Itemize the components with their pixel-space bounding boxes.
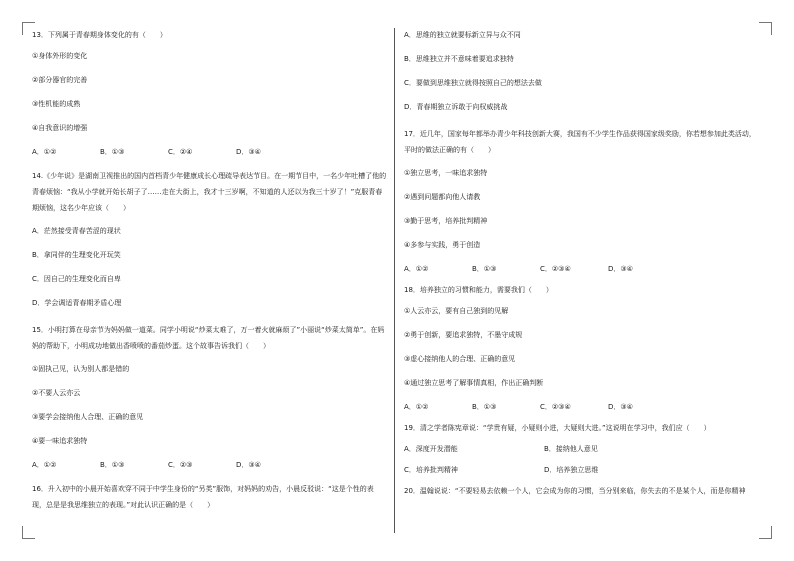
question-17: [404, 126, 759, 275]
choice-d: D．③④: [236, 461, 261, 469]
statement-1: ①身体外形的变化: [32, 52, 88, 60]
choice-c: C．②④: [168, 148, 193, 156]
choice-a: A．①②: [404, 403, 429, 411]
choice-a: A．茫然接受青春苦涩的现状: [32, 227, 121, 235]
question-stem: 18．培养独立的习惯和能力，需要我们（ ）: [404, 286, 553, 294]
answer-choices: [404, 264, 759, 275]
choice-b: B．①③: [472, 403, 497, 411]
choice-c: C．要做到思维独立就得按照自己的想法去做: [404, 79, 542, 87]
crop-mark-top-left: [22, 22, 35, 35]
answer-choices: [32, 460, 387, 471]
choice-d: D．青春期独立诉敢于向权威挑战: [404, 103, 508, 111]
question-20: [404, 486, 759, 497]
question-18: [404, 285, 759, 413]
choice-b: B．思维独立并不意味着要追求独特: [404, 55, 514, 63]
question-15: [32, 322, 387, 471]
choice-b: B．①③: [100, 461, 125, 469]
statement-3: ③性机能的成熟: [32, 100, 81, 108]
answer-choices: [32, 147, 387, 158]
choice-c: C．②③④: [540, 265, 571, 273]
statement-4: ④自我意识的增强: [32, 124, 88, 132]
choice-c: C．因自己的生理变化而自卑: [32, 275, 121, 283]
statement-4: ④多参与实践，勇于创造: [404, 241, 481, 249]
choice-a: A．①②: [32, 461, 57, 469]
choice-a: A．深度开发潜能: [404, 445, 458, 453]
choice-b: B．①③: [100, 148, 125, 156]
statement-2: ②勇于创新，要追求独特，不墨守成规: [404, 331, 523, 339]
choice-a: A．①②: [404, 265, 429, 273]
question-14: [32, 168, 387, 309]
crop-mark-bottom-right: [759, 526, 772, 539]
crop-mark-top-right: [759, 22, 772, 35]
question-13: [32, 30, 387, 158]
question-stem: 17．近几年，国家每年都举办青少年科技创新大赛，我国有不少学生作品获得国家级奖励，你若想参加此类活动，平时的做法正确的有（ ）: [404, 130, 756, 154]
crop-mark-bottom-left: [22, 526, 35, 539]
right-column: [404, 30, 759, 507]
choice-b: B．①③: [472, 265, 497, 273]
question-stem: 13．下列属于青春期身体变化的有（ ）: [32, 31, 167, 39]
question-stem: 19．清之学者陈宪章说：“学贵有疑，小疑则小进，大疑则大进。”这说明在学习中，我们应（ ）: [404, 424, 711, 432]
choice-a: A．①②: [32, 148, 57, 156]
statement-4: ④通过独立思考了解事情真相，作出正确判断: [404, 379, 544, 387]
choice-c: C．②③④: [540, 403, 571, 411]
choice-d: D．学会调适青春期矛盾心理: [32, 299, 122, 307]
question-16: [32, 481, 387, 513]
question-stem: 14.《少年说》是湖南卫视推出的国内首档青少年健康成长心理疏导表达节目。在一期节目中，一名少年吐槽了他的青春烦恼：“我从小学就开始长胡子了……走在大街上，我才十三岁啊，不知道的人还以为我三十岁了！”克服青春期烦恼，这名少年应该（ ）: [32, 172, 387, 212]
statement-3: ③勤于思考，培养批判精神: [404, 217, 488, 225]
statement-4: ④要一味追求独特: [32, 437, 88, 445]
choice-d: D．③④: [608, 265, 633, 273]
choice-c: C．②③: [168, 461, 193, 469]
answer-choices-row-2: [404, 465, 759, 476]
choice-d: D．培养独立思维: [544, 466, 599, 474]
question-19: [404, 423, 759, 476]
statement-2: ②遇到问题都向他人请教: [404, 193, 481, 201]
statement-1: ①人云亦云，要有自己独到的见解: [404, 307, 509, 315]
question-stem: 20．温翰说说：“不要轻易去依赖一个人，它会成为你的习惯，当分别来临，你失去的不是某个人，而是你精神: [404, 487, 746, 495]
answer-choices-row-1: [404, 444, 759, 455]
question-16-options: [404, 30, 759, 113]
statement-1: ①独立思考，一味追求独特: [404, 169, 488, 177]
choice-d: D．③④: [608, 403, 633, 411]
choice-d: D．③④: [236, 148, 261, 156]
statement-1: ①固执己见，认为别人都是错的: [32, 365, 130, 373]
statement-3: ③虚心接纳他人的合理、正确的意见: [404, 355, 516, 363]
statement-2: ②部分器官的完善: [32, 76, 88, 84]
statement-2: ②不要人云亦云: [32, 389, 81, 397]
choice-c: C．培养批判精神: [404, 466, 458, 474]
question-stem: 15．小明打算在母亲节为妈妈做一道菜。同学小明说“炒菜太难了，万一着火就麻烦了”小丽说“炒菜太简单”。在妈妈的帮助下，小明成功地做出香喷喷的番茄炒蛋。这个故事告诉我们（ ）: [32, 326, 385, 350]
question-stem: 16．升入初中的小晨开始喜欢穿不同于中学生身份的“另类”服饰，对妈妈的劝告，小晨反驳说：“这是个性的表现，总是是我思维独立的表现。”对此认识正确的是（ ）: [32, 485, 374, 509]
statement-3: ③要学会接纳他人合理、正确的意见: [32, 413, 144, 421]
choice-b: B．拿同伴的生理变化开玩笑: [32, 251, 121, 259]
left-column: [32, 30, 387, 523]
choice-a: A．思维的独立就要标新立异与众不同: [404, 31, 521, 39]
choice-b: B．接纳他人意见: [544, 445, 598, 453]
answer-choices: [404, 402, 759, 413]
column-divider: [394, 28, 395, 533]
